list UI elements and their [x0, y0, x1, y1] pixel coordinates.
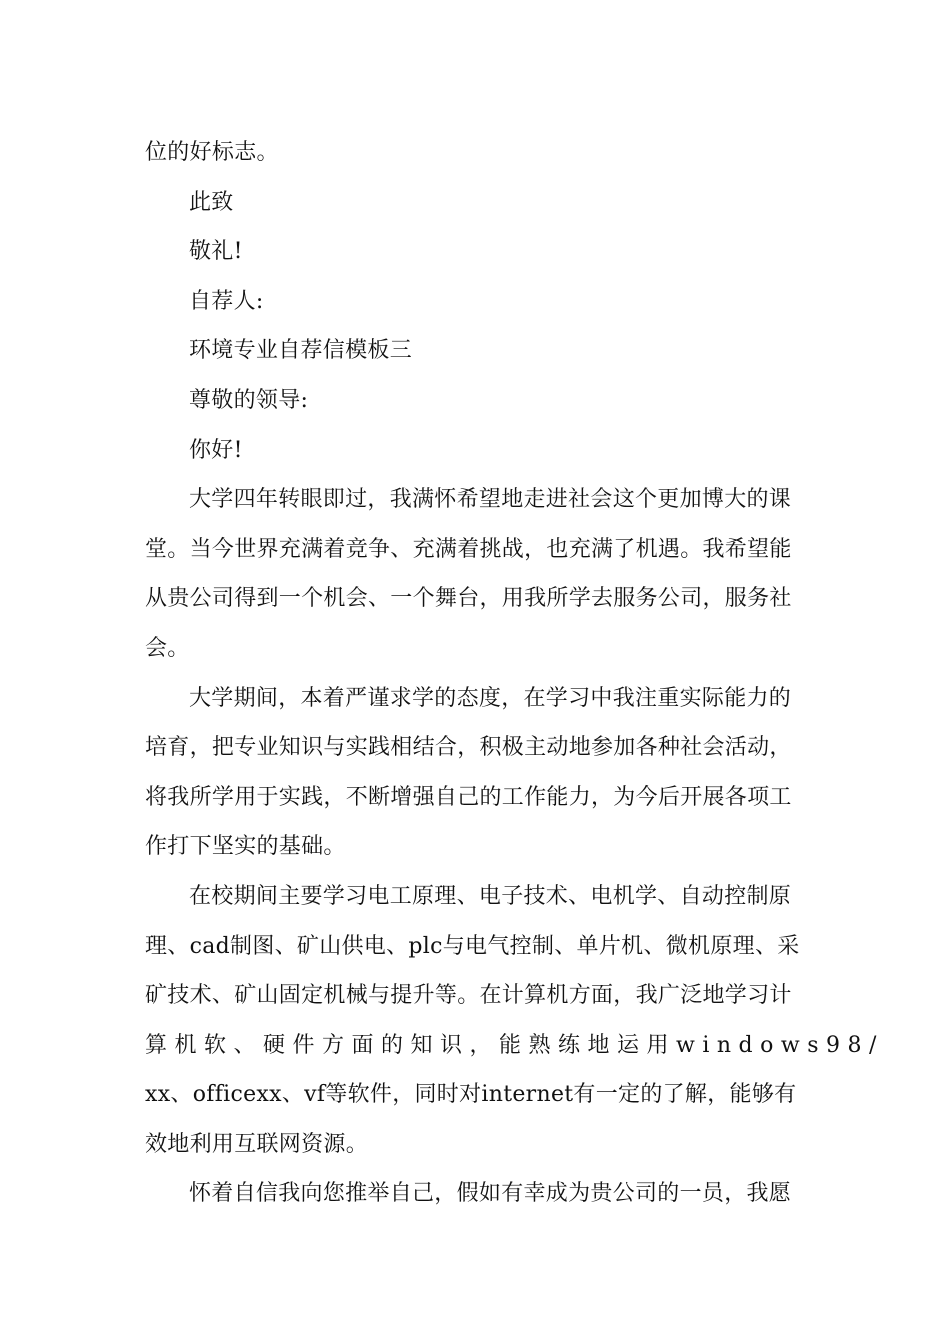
text-line: 自荐人: — [189, 288, 264, 314]
text-line: 作打下坚实的基础。 — [145, 834, 346, 860]
text-line: 会。 — [145, 635, 190, 661]
text-line: 将我所学用于实践，不断增强自己的工作能力，为今后开展各项工 — [145, 784, 792, 810]
text-line: 理、cad制图、矿山供电、plc与电气控制、单片机、微机原理、采 — [145, 933, 800, 959]
text-line: 培育，把专业知识与实践相结合，积极主动地参加各种社会活动， — [145, 735, 792, 761]
text-line: 在校期间主要学习电工原理、电子技术、电机学、自动控制原 — [189, 883, 792, 909]
text-line: 堂。当今世界充满着竞争、充满着挑战，也充满了机遇。我希望能 — [145, 536, 792, 562]
paragraph-hello — [145, 426, 805, 476]
text-line: xx、officexx、vf等软件，同时对internet有一定的了解，能够有 — [145, 1082, 797, 1108]
paragraph-regards — [145, 227, 805, 277]
paragraph-intro — [145, 475, 805, 673]
paragraph-signature-label — [145, 277, 805, 327]
text-line: 位的好标志。 — [145, 140, 279, 165]
paragraph-salutation-close — [145, 178, 805, 228]
text-line: 效地利用互联网资源。 — [145, 1131, 369, 1157]
text-line: 大学期间，本着严谨求学的态度，在学习中我注重实际能力的 — [189, 685, 792, 711]
text-line: 算机软、硬件方面的知识，能熟练地运用windows98/ — [145, 1032, 884, 1058]
text-line: 此致 — [189, 189, 234, 215]
paragraph-closing-fragment — [145, 128, 805, 178]
document-body — [145, 128, 884, 1219]
section-heading — [145, 326, 805, 376]
paragraph-university — [145, 674, 805, 872]
text-line: 从贵公司得到一个机会、一个舞台，用我所学去服务公司，服务社 — [145, 586, 792, 612]
text-line: 大学四年转眼即过，我满怀希望地走进社会这个更加博大的课 — [189, 487, 792, 513]
text-line: 环境专业自荐信模板三 — [189, 338, 413, 364]
text-line: 你好! — [189, 437, 243, 463]
text-line: 敬礼! — [189, 239, 243, 265]
paragraph-closing-start — [145, 1169, 805, 1219]
paragraph-courses — [145, 872, 884, 1170]
paragraph-greeting — [145, 376, 805, 426]
text-line: 怀着自信我向您推举自己，假如有幸成为贵公司的一员，我愿 — [189, 1181, 792, 1207]
text-line: 尊敬的领导: — [189, 387, 309, 413]
text-line: 矿技术、矿山固定机械与提升等。在计算机方面，我广泛地学习计 — [145, 983, 792, 1009]
